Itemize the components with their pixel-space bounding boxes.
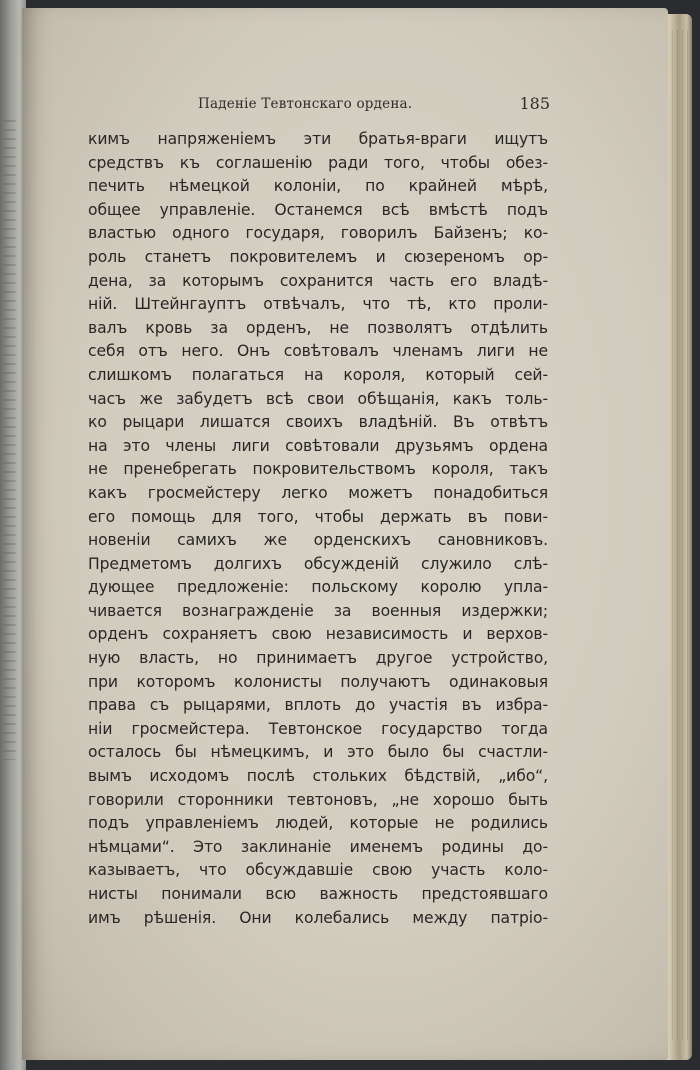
text-line: новеніи самихъ же орденскихъ сановниковъ.	[88, 531, 548, 550]
text-line: орденъ сохраняетъ свою независимость и верхов-	[88, 625, 548, 644]
text-line: средствъ къ соглашенію ради того, чтобы обез-	[88, 153, 548, 172]
running-head	[176, 92, 550, 118]
text-line: общее управленіе. Останемся всѣ вмѣстѣ подъ	[88, 200, 548, 219]
text-line: имъ рѣшенія. Они колебались между патріо-	[88, 908, 548, 927]
text-line: нисты понимали всю важность предстоявшаго	[88, 885, 548, 903]
text-line: казываетъ, что обсуждавшіе свою участь коло-	[88, 861, 548, 880]
text-line: права съ рыцарями, вплоть до участія въ избра-	[88, 696, 548, 715]
text-line: чивается вознагражденіе за военныя издержки;	[88, 601, 548, 620]
text-line: осталось бы нѣмецкимъ, и это было бы счастли-	[88, 743, 548, 762]
text-line: при которомъ колонисты получаютъ одинаковыя	[88, 672, 548, 691]
text-line: на это члены лиги совѣтовали друзьямъ ордена	[88, 436, 548, 455]
text-line: какъ гросмейстеру легко можетъ понадобиться	[88, 483, 548, 502]
text-line: роль станетъ покровителемъ и сюзереномъ ор-	[88, 247, 548, 266]
text-line: печить нѣмецкой колоніи, по крайней мѣрѣ,	[88, 177, 548, 196]
text-line: ній. Штейнгауптъ отвѣчалъ, что тѣ, кто проли-	[88, 295, 548, 314]
text-line: дующее предложеніе: польскому королю упла-	[88, 578, 548, 597]
text-line: ко рыцари лишатся своихъ владѣній. Въ отвѣтъ	[88, 413, 548, 432]
text-line: не пренебрегать покровительствомъ короля, такъ	[88, 460, 548, 479]
running-head-title: Паденіе Тевтонскаго ордена.	[198, 96, 413, 112]
text-line: ніи гросмейстера. Тевтонское государство тогда	[88, 719, 548, 738]
text-line: кимъ напряженіемъ эти братья-враги ищутъ	[88, 130, 548, 148]
text-line: нѣмцами“. Это заклинаніе именемъ родины до-	[88, 837, 548, 856]
adjacent-page-text-shadow	[4, 120, 16, 760]
text-line: его помощь для того, чтобы держать въ пови-	[88, 507, 548, 526]
text-line: валъ кровь за орденъ, не позволятъ отдѣлить	[88, 318, 548, 337]
text-line: подъ управленіемъ людей, которые не родились	[88, 814, 548, 833]
text-line: слишкомъ полагаться на короля, который сей-	[88, 365, 548, 384]
text-line: Предметомъ долгихъ обсужденій служило слѣ-	[88, 554, 548, 573]
text-line: дена, за которымъ сохранится часть его владѣ-	[88, 271, 548, 290]
text-line: себя отъ него. Онъ совѣтовалъ членамъ лиги не	[88, 342, 548, 361]
text-line: часъ же забудетъ всѣ свои обѣщанія, какъ толь-	[88, 389, 548, 408]
text-line: вымъ исходомъ послѣ стольких бѣдствій, „ибо“,	[88, 767, 548, 786]
text-line: говорили сторонники тевтоновъ, „не хорошо быть	[88, 790, 548, 809]
text-line: ную власть, но принимаетъ другое устройство,	[88, 649, 548, 668]
body-text	[88, 128, 548, 930]
text-line: властью одного государя, говорилъ Байзенъ; ко-	[88, 224, 548, 243]
page-number: 185	[519, 94, 550, 113]
